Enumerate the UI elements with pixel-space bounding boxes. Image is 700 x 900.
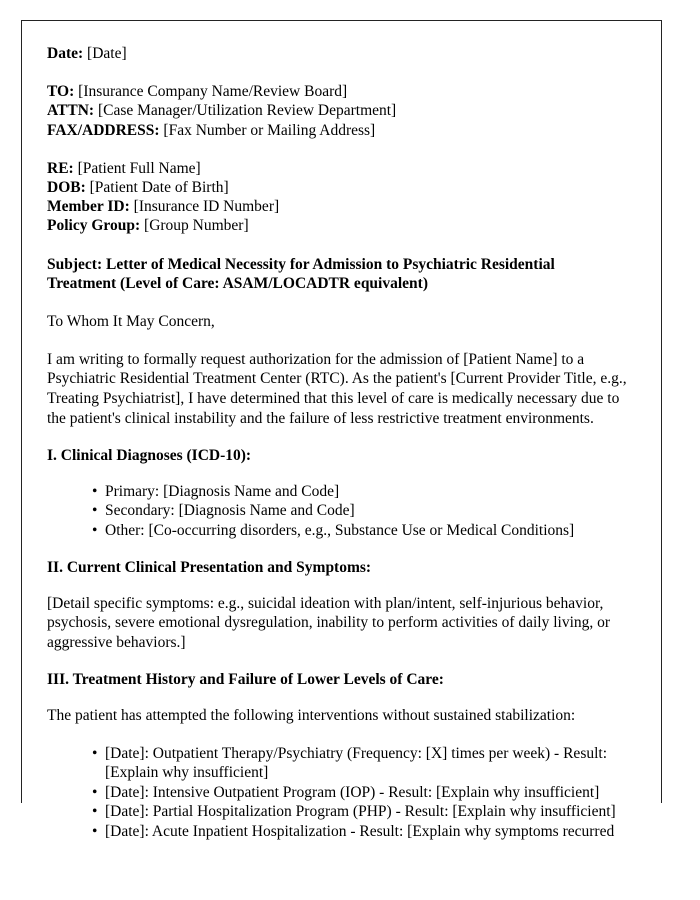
patient-member-id-line [47, 197, 632, 216]
subject-line: Subject: Letter of Medical Necessity for Admission to Psychiatric Residential Treatment (Level of Care: ASAM/LOCADTR equivalent) [47, 255, 555, 293]
date-label: Date: [47, 45, 84, 62]
list-item: • Other: [Co-occurring disorders, e.g., Substance Use or Medical Conditions] [92, 521, 632, 541]
date-block [47, 44, 632, 63]
list-item: • [Date]: Intensive Outpatient Program (IOP) - Result: [Explain why insufficient] [92, 783, 632, 803]
patient-policy-group-line [47, 216, 632, 235]
recipient-to-line [47, 82, 632, 101]
patient-block [47, 159, 632, 236]
section-3-heading: III. Treatment History and Failure of Lower Levels of Care: [47, 671, 444, 689]
intro-paragraph: I am writing to formally request authorization for the admission of [Patient Name] to a Psychiatric Residential Treatment Center (RTC). As the patient's [Current Provider Title, e.g., Treating Psychiatrist], I have determined that this level of care is medically necessary due to the patient's clinical instability and the failure of less restrictive treatment environments. [47, 350, 627, 427]
section-2-paragraph: [Detail specific symptoms: e.g., suicidal ideation with plan/intent, self-injurious behavior, psychosis, severe emotional dysregulation, inability to perform activities of daily living, or aggressive behaviors.] [47, 594, 611, 651]
recipient-block [47, 82, 632, 140]
section-3-list [47, 744, 632, 842]
recipient-fax-label: FAX/ADDRESS: [47, 121, 160, 139]
list-item: • [Date]: Acute Inpatient Hospitalization - Result: [Explain why symptoms recurred [92, 822, 632, 842]
list-item: • Secondary: [Diagnosis Name and Code] [92, 501, 632, 521]
patient-member-id-label: Member ID: [47, 198, 130, 216]
patient-policy-group-value: [Group Number] [144, 217, 249, 235]
patient-member-id-value: [Insurance ID Number] [133, 198, 280, 216]
patient-name-value: [Patient Full Name] [77, 159, 201, 177]
section-2-heading: II. Current Clinical Presentation and Symptoms: [47, 559, 372, 577]
salutation: To Whom It May Concern, [47, 313, 215, 331]
list-item: • Primary: [Diagnosis Name and Code] [92, 482, 632, 502]
list-item: • [Date]: Partial Hospitalization Program (PHP) - Result: [Explain why insufficient] [92, 802, 632, 822]
document-body [47, 44, 632, 859]
patient-dob-label: DOB: [47, 179, 86, 197]
section-1-list [47, 482, 632, 541]
recipient-attn-label: ATTN: [47, 102, 95, 120]
list-item: • [Date]: Outpatient Therapy/Psychiatry (Frequency: [X] times per week) - Result: [Explain why insufficient] [92, 744, 632, 783]
patient-name-label: RE: [47, 159, 74, 177]
patient-dob-value: [Patient Date of Birth] [89, 179, 229, 197]
document-page [21, 20, 662, 840]
section-1-heading: I. Clinical Diagnoses (ICD-10): [47, 447, 252, 465]
patient-dob-line [47, 178, 632, 197]
patient-name-line [47, 159, 632, 178]
patient-policy-group-label: Policy Group: [47, 217, 141, 235]
recipient-to-value: [Insurance Company Name/Review Board] [78, 83, 348, 101]
recipient-fax-line [47, 121, 632, 140]
recipient-to-label: TO: [47, 83, 75, 101]
recipient-fax-value: [Fax Number or Mailing Address] [163, 121, 376, 139]
recipient-attn-value: [Case Manager/Utilization Review Department] [97, 102, 397, 120]
date-value: [Date] [87, 45, 127, 62]
section-3-paragraph: The patient has attempted the following interventions without sustained stabilization: [47, 706, 576, 724]
date-line [47, 44, 632, 63]
recipient-attn-line [47, 101, 632, 120]
